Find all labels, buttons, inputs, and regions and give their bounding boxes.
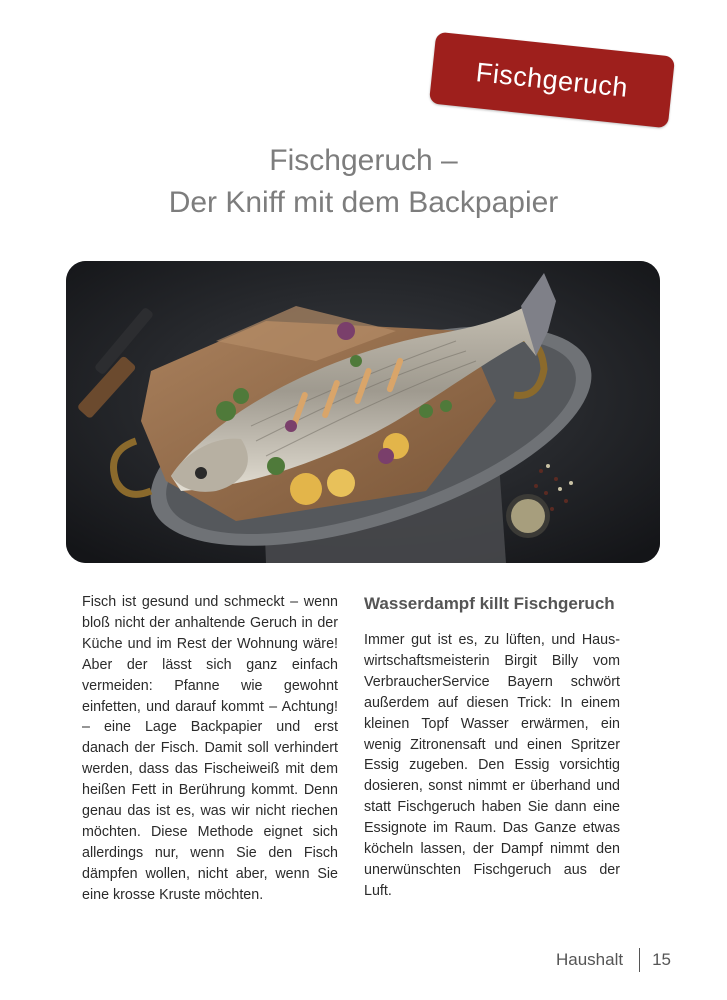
- article-column-left: [82, 592, 338, 906]
- page-title-line-1: Fischgeruch –: [269, 144, 458, 177]
- page-footer: [556, 948, 671, 972]
- fish-on-baking-paper-photo-icon: [66, 261, 660, 563]
- footer-divider: [639, 948, 640, 972]
- fish-photo: [66, 261, 660, 563]
- article-column-right: [364, 592, 620, 902]
- footer-section-label: Haushalt: [555, 950, 624, 969]
- article-paragraph-left: Fisch ist gesund und schmeckt – wenn bloß nicht der anhaltende Geruch in der Küche und im Rest der Wohnung wäre! Aber der lässt sich ganz einfach vermeiden: Pfanne wie gewohnt einfetten, und darauf kommt – Achtung! – eine Lage Backpapier und erst danach der Fisch. Damit soll verhindert werden, dass das Fischeiweiß mit dem heißen Fett in Berührung kommt. Denn genau das ist es, was wir nicht riechen möchten. Diese Methode eignet sich allerdings nur, wenn Sie den Fisch dämpfen wollen, nicht aber, wenn Sie eine krosse Kruste möchten.: [82, 594, 338, 903]
- article-subheading: Wasserdampf killt Fischgeruch: [364, 594, 615, 613]
- section-badge: [429, 32, 675, 129]
- page-title-line-2: Der Kniff mit dem Backpapier: [168, 186, 559, 219]
- section-badge-label: Fischgeruch: [474, 56, 630, 103]
- page-title: [0, 140, 727, 224]
- page-number: 15: [652, 950, 671, 969]
- article-paragraph-right: Immer gut ist es, zu lüften, und Hauswirtschaftsmeisterin Birgit Billy vom VerbraucherService Bayern schwört außerdem auf diesen Trick: In einem kleinen Topf Wasser erwärmen, ein wenig Zitronensaft und einen Spritzer Essig zugeben. Den Essig vorsichtig dosieren, sonst nimmt er überhand und statt Fischgeruch haben Sie dann eine Essignote im Raum. Das Ganze etwas köcheln lassen, der Dampf nimmt den unerwünschten Fischgeruch aus der Luft.: [364, 632, 620, 899]
